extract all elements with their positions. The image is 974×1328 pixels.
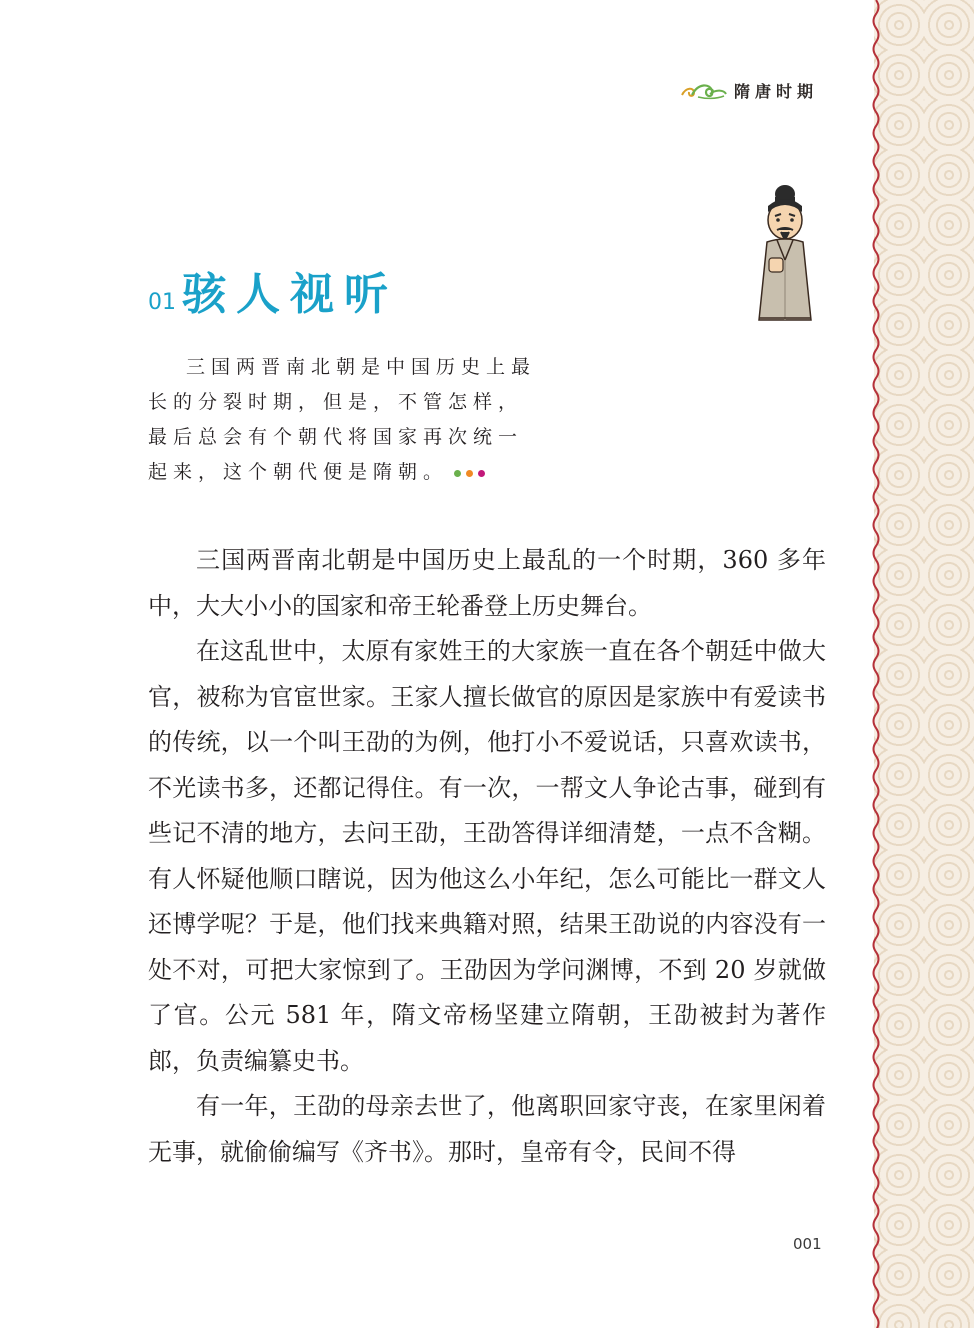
wavy-border-line	[870, 0, 882, 1328]
orange-dot-icon	[466, 470, 473, 477]
decorative-dots	[454, 470, 485, 477]
intro-paragraph	[148, 350, 538, 490]
section-header	[680, 78, 818, 102]
chapter-title: 骇人视听	[182, 269, 398, 320]
green-dot-icon	[454, 470, 461, 477]
intro-block	[148, 350, 538, 490]
chapter-heading	[148, 258, 398, 322]
section-title: 隋唐时期	[734, 81, 819, 101]
body-text	[148, 538, 826, 1175]
page-number: 001	[793, 1235, 822, 1253]
magenta-dot-icon	[478, 470, 485, 477]
intro-text: 三国两晋南北朝是中国历史上最长的分裂时期，但是，不管怎样，最后总会有个朝代将国家再次统一起来，这个朝代便是隋朝。	[148, 356, 537, 483]
body-paragraph: 三国两晋南北朝是中国历史上最乱的一个时期，360 多年中，大大小小的国家和帝王轮番登上历史舞台。	[148, 546, 826, 620]
body-paragraph: 在这乱世中，太原有家姓王的大家族一直在各个朝廷中做大官，被称为官宦世家。王家人擅长做官的原因是家族中有爱读书的传统，以一个叫王劭的为例，他打小不爱说话，只喜欢读书，不光读书多，还都记得住。有一次，一帮文人争论古事，碰到有些记不清的地方，去问王劭，王劭答得详细清楚，一点不含糊。有人怀疑他顺口瞎说，因为他这么小年纪，怎么可能比一群文人还博学呢？于是，他们找来典籍对照，结果王劭说的内容没有一处不对，可把大家惊到了。王劭因为学问渊博，不到 20 岁就做了官。公元 581 年，隋文帝杨坚建立隋朝，王劭被封为著作郎，负责编纂史书。	[148, 637, 826, 1075]
spiral-pattern-border	[874, 0, 974, 1328]
body-paragraph: 有一年，王劭的母亲去世了，他离职回家守丧，在家里闲着无事，就偷偷编写《齐书》。那时，皇帝有令，民间不得	[148, 1092, 826, 1166]
scholar-figure-icon	[745, 180, 825, 325]
chapter-number: 01	[148, 290, 176, 315]
cloud-swirl-icon	[680, 79, 728, 101]
